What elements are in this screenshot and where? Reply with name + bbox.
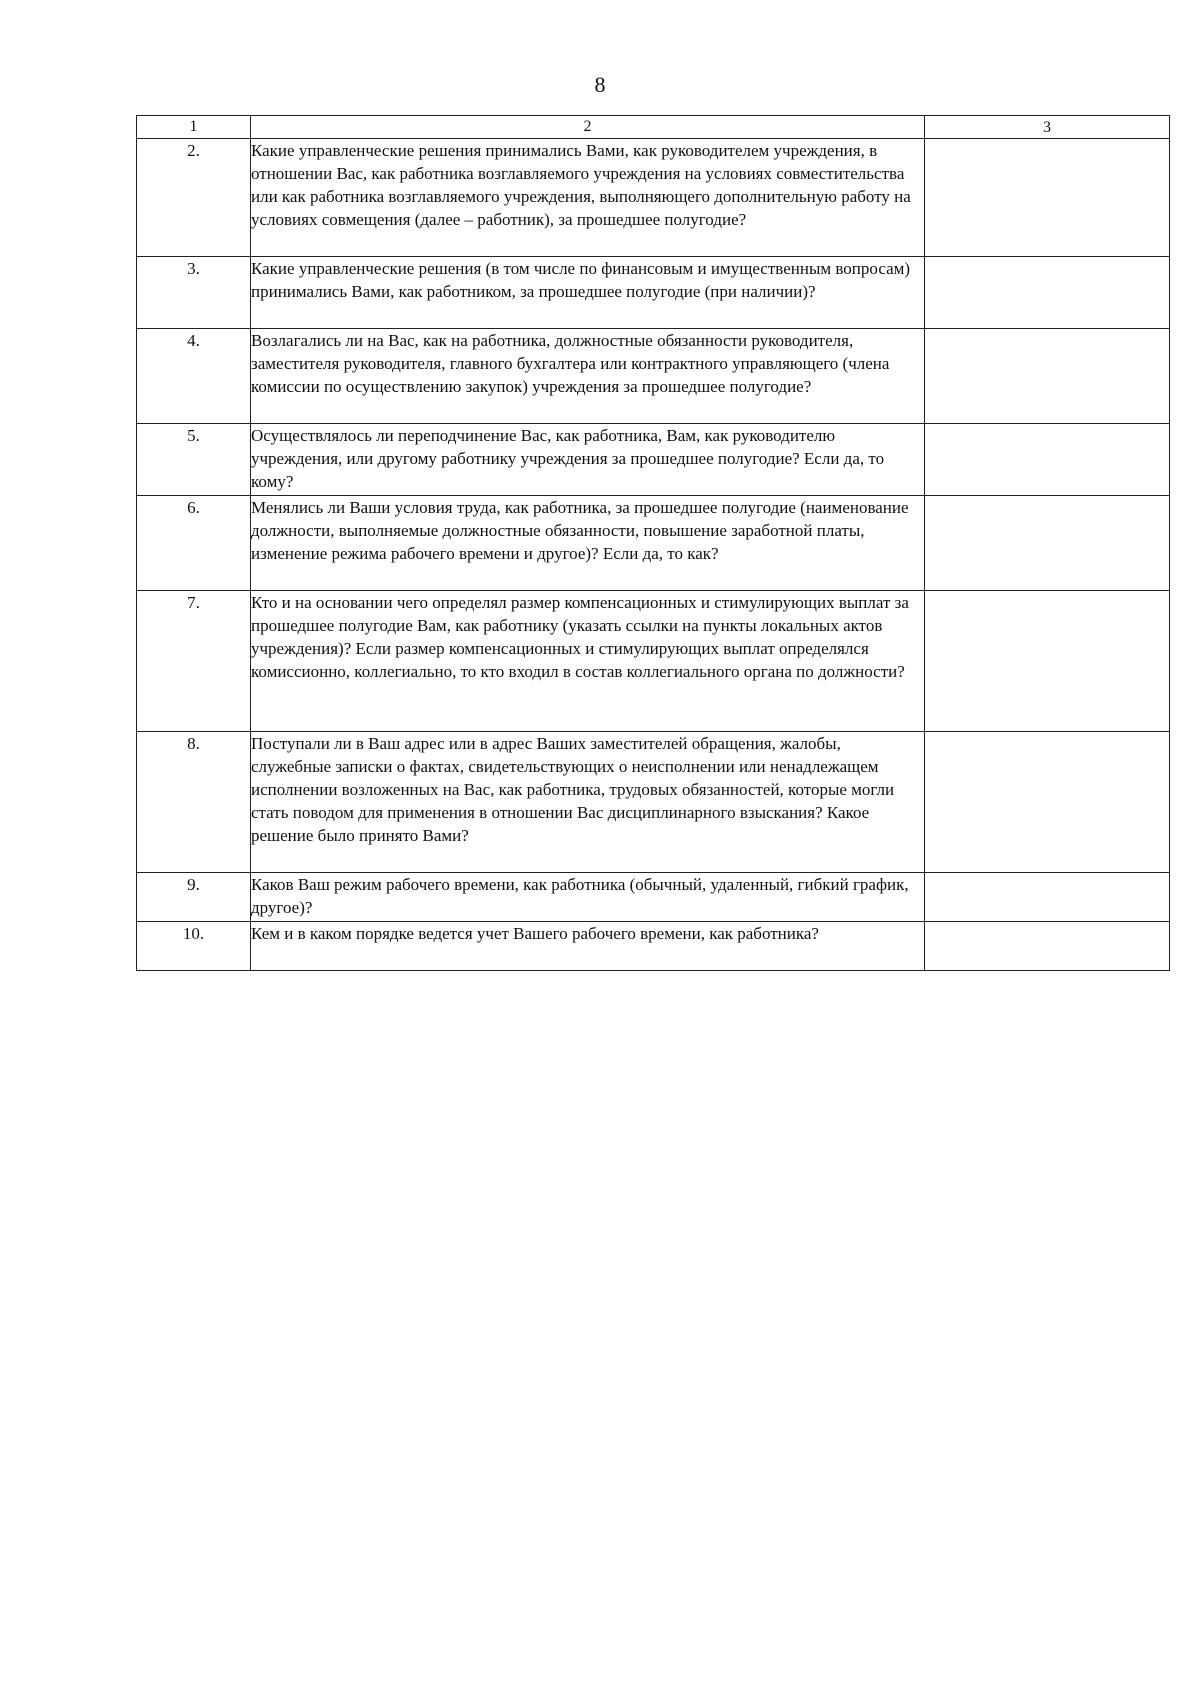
row-number: 9. bbox=[137, 873, 251, 922]
row-number: 4. bbox=[137, 329, 251, 424]
row-number: 10. bbox=[137, 922, 251, 971]
answer-cell[interactable] bbox=[925, 424, 1170, 496]
question-text: Какие управленческие решения (в том числе по финансовым и имущественным вопросам) принимались Вами, как работником, за прошедшее полугодие (при наличии)? bbox=[251, 257, 925, 329]
question-text: Кто и на основании чего определял размер компенсационных и стимулирующих выплат за прошедшее полугодие Вам, как работнику (указать ссылки на пункты локальных актов учреждения)? Если размер компенсационных и стимулирующих выплат определялся комиссионно, коллегиально, то кто входил в состав коллегиального органа по должности? bbox=[251, 591, 925, 732]
table-row bbox=[137, 139, 1170, 257]
answer-cell[interactable] bbox=[925, 922, 1170, 971]
answer-cell[interactable] bbox=[925, 329, 1170, 424]
table-row bbox=[137, 329, 1170, 424]
answer-cell[interactable] bbox=[925, 496, 1170, 591]
column-header-3: 3 bbox=[925, 116, 1170, 139]
questionnaire-table bbox=[136, 115, 1170, 971]
row-number: 8. bbox=[137, 732, 251, 873]
table-row bbox=[137, 922, 1170, 971]
question-text: Возлагались ли на Вас, как на работника, должностные обязанности руководителя, заместителя руководителя, главного бухгалтера или контрактного управляющего (члена комиссии по осуществлению закупок) учреждения за прошедшее полугодие? bbox=[251, 329, 925, 424]
answer-cell[interactable] bbox=[925, 732, 1170, 873]
answer-cell[interactable] bbox=[925, 257, 1170, 329]
question-text: Какие управленческие решения принимались Вами, как руководителем учреждения, в отношении Вас, как работника возглавляемого учреждения на условиях совместительства или как работника возглавляемого учреждения, выполняющего дополнительную работу на условиях совмещения (далее – работник), за прошедшее полугодие? bbox=[251, 139, 925, 257]
question-text: Каков Ваш режим рабочего времени, как работника (обычный, удаленный, гибкий график, другое)? bbox=[251, 873, 925, 922]
question-text: Кем и в каком порядке ведется учет Вашего рабочего времени, как работника? bbox=[251, 922, 925, 971]
table-row bbox=[137, 496, 1170, 591]
table-row bbox=[137, 424, 1170, 496]
column-header-1: 1 bbox=[137, 116, 251, 139]
row-number: 5. bbox=[137, 424, 251, 496]
table-row bbox=[137, 732, 1170, 873]
answer-cell[interactable] bbox=[925, 873, 1170, 922]
row-number: 6. bbox=[137, 496, 251, 591]
table-row bbox=[137, 591, 1170, 732]
row-number: 3. bbox=[137, 257, 251, 329]
row-number: 2. bbox=[137, 139, 251, 257]
column-header-2: 2 bbox=[251, 116, 925, 139]
answer-cell[interactable] bbox=[925, 139, 1170, 257]
table-row bbox=[137, 257, 1170, 329]
question-text: Менялись ли Ваши условия труда, как работника, за прошедшее полугодие (наименование должности, выполняемые должностные обязанности, повышение заработной платы, изменение режима рабочего времени и другое)? Если да, то как? bbox=[251, 496, 925, 591]
answer-cell[interactable] bbox=[925, 591, 1170, 732]
question-text: Поступали ли в Ваш адрес или в адрес Ваших заместителей обращения, жалобы, служебные записки о фактах, свидетельствующих о неисполнении или ненадлежащем исполнении возложенных на Вас, как работника, трудовых обязанностей, которые могли стать поводом для применения в отношении Вас дисциплинарного взыскания? Какое решение было принято Вами? bbox=[251, 732, 925, 873]
row-number: 7. bbox=[137, 591, 251, 732]
table-header-row bbox=[137, 116, 1170, 139]
page-number: 8 bbox=[594, 72, 606, 97]
question-text: Осуществлялось ли переподчинение Вас, как работника, Вам, как руководителю учреждения, или другому работнику учреждения за прошедшее полугодие? Если да, то кому? bbox=[251, 424, 925, 496]
table-row bbox=[137, 873, 1170, 922]
